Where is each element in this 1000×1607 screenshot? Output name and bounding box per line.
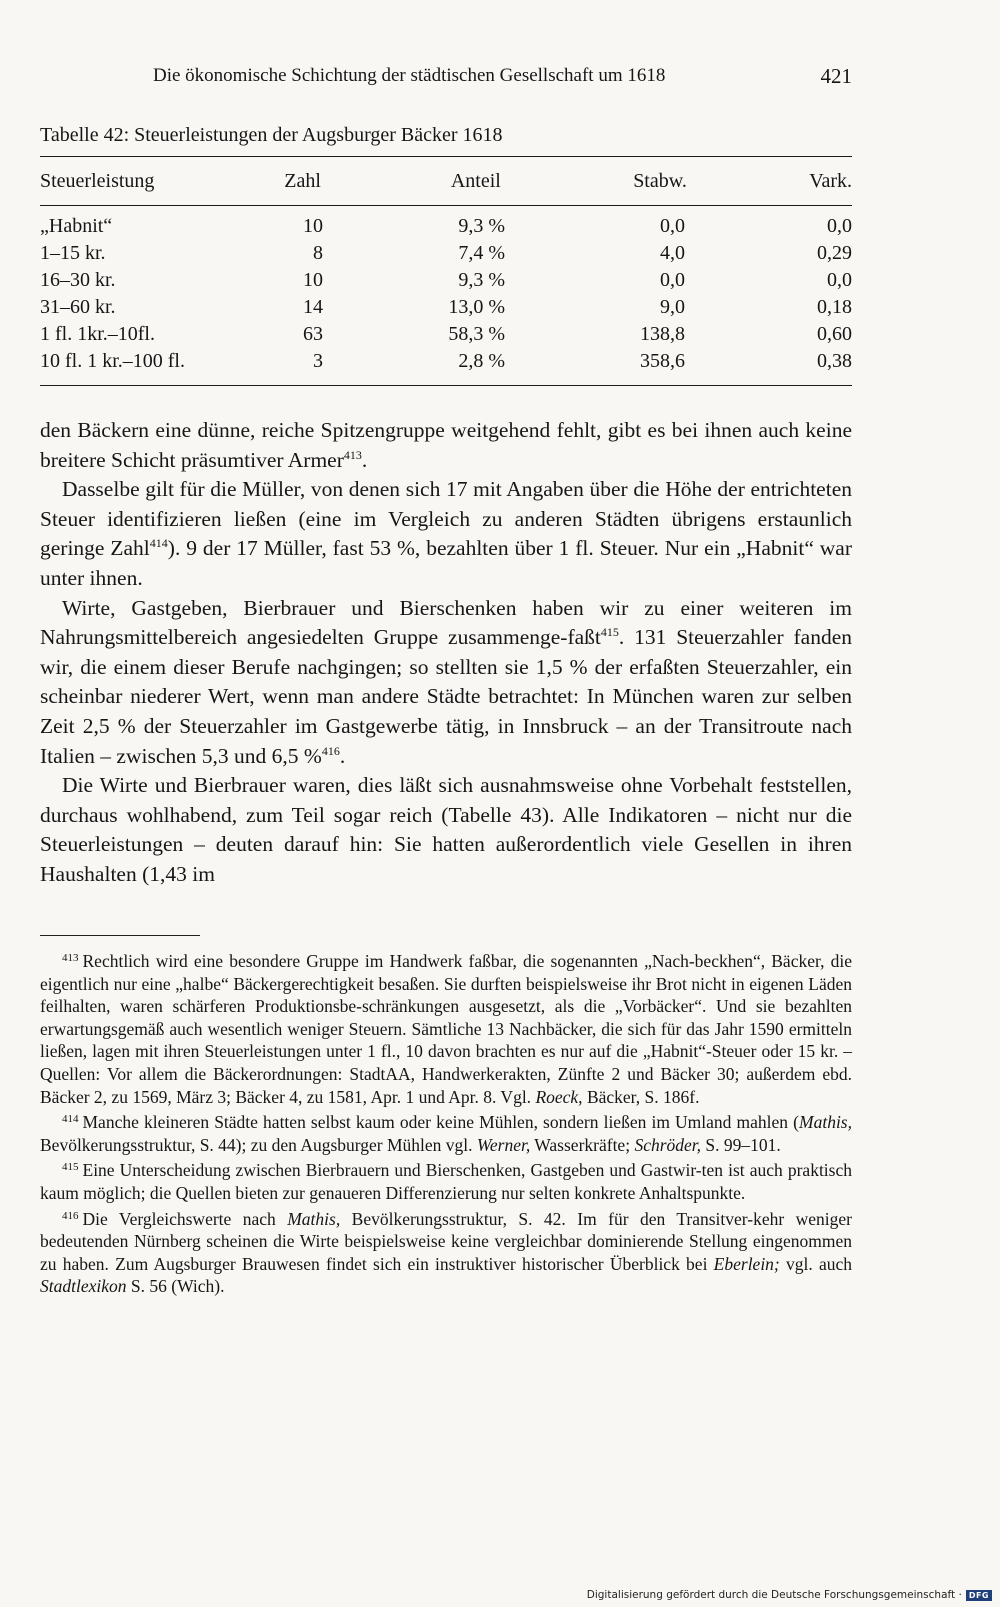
paragraph: Dasselbe gilt für die Müller, von denen sich 17 mit Angaben über die Höhe der entrichteten Steuer identifizieren ließen (eine im Vergleich zu anderen Städten übrigens erstaunlich geringe Zahl$^{414}$). 9 der 17 Müller, fast 53 %, bezahlten über 1 fl. Steuer. Nur ein „Habnit“ war unter ihnen. bbox=[40, 477, 852, 590]
footnote-413: $^{413}$ Rechtlich wird eine besondere Gruppe im Handwerk faßbar, die sogenannten „Nach-beckhen“, Bäcker, die eigentlich nur eine „halbe“ Bäckergerechtigkeit besaßen. Sie durften beispielsweise ihr Brot nicht in eigenen Läden feilhalten, waren schärferen Produktionsbe-schränkungen ausgesetzt, als die „Vorbäcker“. Und sie bezahlten erwartungsgemäß auch wesentlich weniger Steuern. Sämtliche 13 Nachbäcker, die sich für das Jahr 1590 ermitteln ließen, lagen mit ihren Steuerleistungen unter 1 fl., 10 davon brachten es nur auf die „Habnit“-Steuer oder 15 kr. – Quellen: Vor allem die Bäckerordnungen: StadtAA, Handwerkerakten, Zünfte 2 und Bäcker 30; außerdem ebd. Bäcker 2, zu 1569, März 3; Bäcker 4, zu 1581, Apr. 1 und Apr. 8. Vgl. Roeck, Bäcker, S. 186f. bbox=[40, 951, 852, 1107]
footnotes bbox=[40, 947, 852, 1298]
column-header: Steuerleistung bbox=[40, 169, 155, 192]
table-row bbox=[40, 213, 852, 240]
table-row bbox=[40, 294, 852, 321]
footnote-ref: 416 bbox=[321, 743, 340, 758]
table-cell: 10 bbox=[303, 215, 323, 237]
footnote-415: $^{415}$ Eine Unterscheidung zwischen Bierbrauern und Bierschenken, Gastgeben und Gastwir-ten ist auch praktisch kaum möglich; die Quellen bieten zur genaueren Differenzierung nur selten konkrete Anhaltspunkte. bbox=[40, 1160, 852, 1203]
table-row bbox=[40, 348, 852, 375]
table-caption: Tabelle 42: Steuerleistungen der Augsburger Bäcker 1618 bbox=[40, 124, 503, 146]
table-cell: „Habnit“ bbox=[40, 215, 113, 237]
paragraph: den Bäckern eine dünne, reiche Spitzengruppe weitgehend fehlt, gibt es bei ihnen auch keine breitere Schicht präsumtiver Armer$^{413}$. bbox=[40, 418, 852, 472]
table-cell: 58,3 % bbox=[448, 323, 505, 345]
footnote-divider bbox=[40, 935, 200, 936]
column-header: Vark. bbox=[809, 169, 852, 192]
table-bottom-rule bbox=[40, 385, 852, 386]
column-header: Anteil bbox=[450, 169, 501, 192]
table-header bbox=[40, 167, 852, 195]
footnote-ref: 413 bbox=[343, 447, 362, 462]
table-cell: 0,0 bbox=[827, 269, 852, 291]
table-cell: 14 bbox=[303, 296, 323, 318]
body-text bbox=[40, 416, 852, 890]
footnote-ref: 414 bbox=[149, 536, 168, 551]
column-header: Stabw. bbox=[633, 169, 687, 192]
table-cell: 0,0 bbox=[827, 215, 852, 237]
footnote-416: $^{416}$ Die Vergleichswerte nach Mathis, Bevölkerungsstruktur, S. 42. Im für den Transitver-kehr weniger bedeutenden Nürnberg scheinen die Wirte beispielsweise keine vergleichbar dominierende Stellung eingenommen zu haben. Zum Augsburger Brauwesen findet sich ein instruktiver historischer Überblick bei Eberlein; vgl. auch Stadtlexikon S. 56 (Wich). bbox=[40, 1208, 853, 1297]
digitization-credit: Digitalisierung gefördert durch die Deutsche Forschungsgemeinschaft · DFG bbox=[587, 1587, 992, 1603]
table-cell: 9,0 bbox=[660, 296, 685, 318]
paragraph: Wirte, Gastgeben, Bierbrauer und Bierschenken haben wir zu einer weiteren im Nahrungsmittelbereich angesiedelten Gruppe zusammenge-faßt$^{415}$. 131 Steuerzahler fanden wir, die einem dieser Berufe nachgingen; so stellten sie 1,5 % der erfaßten Steuerzahler, ein scheinbar niederer Wert, wenn man andere Städte betrachtet: In München waren zur selben Zeit 2,5 % der Steuerzahler im Gastgewerbe tätig, in Innsbruck – an der Transitroute nach Italien – zwischen 5,3 und 6,5 %$^{416}$. bbox=[40, 595, 852, 768]
table-cell: 10 fl. 1 kr.–100 fl. bbox=[40, 350, 185, 372]
table-header-rule bbox=[40, 205, 852, 206]
page-number: 421 bbox=[820, 64, 852, 88]
footnote-414: $^{414}$ Manche kleineren Städte hatten selbst kaum oder keine Mühlen, sondern ließen im Umland mahlen (Mathis, Bevölkerungsstruktur, S. 44); zu den Augsburger Mühlen vgl. Werner, Wasserkräfte; Schröder, S. 99–101. bbox=[40, 1112, 852, 1155]
table-cell: 1 fl. 1kr.–10fl. bbox=[40, 323, 155, 345]
table-cell: 63 bbox=[303, 323, 323, 345]
table-cell: 10 bbox=[303, 269, 323, 291]
running-head bbox=[40, 62, 852, 90]
table-row bbox=[40, 321, 852, 348]
table-cell: 9,3 % bbox=[458, 215, 505, 237]
running-title: Die ökonomische Schichtung der städtischen Gesellschaft um 1618 bbox=[153, 65, 666, 86]
table-cell: 138,8 bbox=[640, 323, 685, 345]
table-cell: 8 bbox=[313, 242, 323, 264]
table-cell: 3 bbox=[313, 350, 323, 372]
table-cell: 7,4 % bbox=[458, 242, 505, 264]
table-cell: 0,18 bbox=[817, 296, 852, 318]
table-top-rule bbox=[40, 156, 852, 157]
table-cell: 0,60 bbox=[817, 323, 852, 345]
table-cell: 358,6 bbox=[640, 350, 685, 372]
tax-table bbox=[40, 213, 852, 375]
table-cell: 16–30 kr. bbox=[40, 269, 116, 291]
dfg-logo: DFG bbox=[966, 1590, 992, 1601]
table-cell: 2,8 % bbox=[458, 350, 505, 372]
table-cell: 0,0 bbox=[660, 215, 685, 237]
paragraph: Die Wirte und Bierbrauer waren, dies läßt sich ausnahmsweise ohne Vorbehalt feststellen, durchaus wohlhabend, zum Teil sogar reich (Tabelle 43). Alle Indikatoren – nicht nur die Steuerleistungen – deuten darauf hin: Sie hatten außerordentlich viele Gesellen in ihren Haushalten (1,43 im bbox=[40, 773, 852, 886]
table-cell: 13,0 % bbox=[448, 296, 505, 318]
table-cell: 1–15 kr. bbox=[40, 242, 106, 264]
footnote-ref: 415 bbox=[600, 625, 619, 640]
table-cell: 0,0 bbox=[660, 269, 685, 291]
table-row bbox=[40, 240, 852, 267]
table-cell: 4,0 bbox=[660, 242, 685, 264]
table-cell: 0,38 bbox=[817, 350, 852, 372]
table-cell: 9,3 % bbox=[458, 269, 505, 291]
column-header: Zahl bbox=[284, 169, 321, 192]
table-cell: 0,29 bbox=[817, 242, 852, 264]
table-row bbox=[40, 267, 852, 294]
table-cell: 31–60 kr. bbox=[40, 296, 116, 318]
